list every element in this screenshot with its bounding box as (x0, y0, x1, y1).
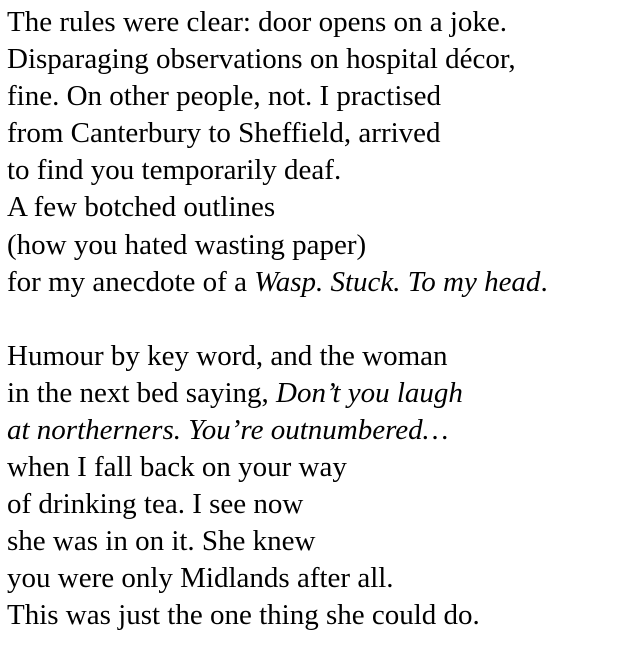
line-text: . (540, 265, 548, 298)
poem-line (7, 597, 622, 634)
line-text: fine. On other people, not. I practised (7, 80, 442, 113)
poem-line (7, 338, 622, 375)
line-text: Humour by key word, and the woman (7, 339, 448, 372)
poem-line (7, 264, 622, 301)
poem-line (7, 78, 622, 115)
line-text: for my anecdote of a (7, 265, 255, 298)
line-text: A few botched outlines (7, 191, 276, 224)
line-text: she was in on it. She knew (7, 525, 316, 558)
poem-line (7, 41, 622, 78)
line-text-italic: Don’t you laugh (276, 376, 463, 409)
poem-line (7, 152, 622, 189)
poem-line (7, 227, 622, 264)
line-text: (how you hated wasting paper) (7, 228, 367, 261)
poem-line (7, 486, 622, 523)
poem-line (7, 115, 622, 152)
poem-line (7, 412, 622, 449)
poem-line (7, 4, 622, 41)
line-text: when I fall back on your way (7, 451, 347, 484)
line-text: The rules were clear: door opens on a joke. (7, 6, 508, 38)
poem-line (7, 375, 622, 412)
line-text-italic: at northerners. You’re outnumbered… (7, 413, 449, 446)
line-text: This was just the one thing she could do. (7, 599, 480, 632)
poem-line (7, 449, 622, 486)
stanza-2 (7, 338, 622, 635)
line-text: of drinking tea. I see now (7, 488, 304, 521)
poem-line (7, 560, 622, 597)
poem-line (7, 189, 622, 226)
poem-line (7, 523, 622, 560)
line-text: Disparaging observations on hospital décor, (7, 43, 516, 76)
line-text: you were only Midlands after all. (7, 562, 394, 595)
line-text: from Canterbury to Sheffield, arrived (7, 117, 441, 150)
stanza-1 (7, 4, 622, 301)
line-text: in the next bed saying, (7, 376, 277, 409)
line-text-italic: Wasp. Stuck. To my head (254, 265, 541, 298)
line-text: to find you temporarily deaf. (7, 154, 342, 187)
